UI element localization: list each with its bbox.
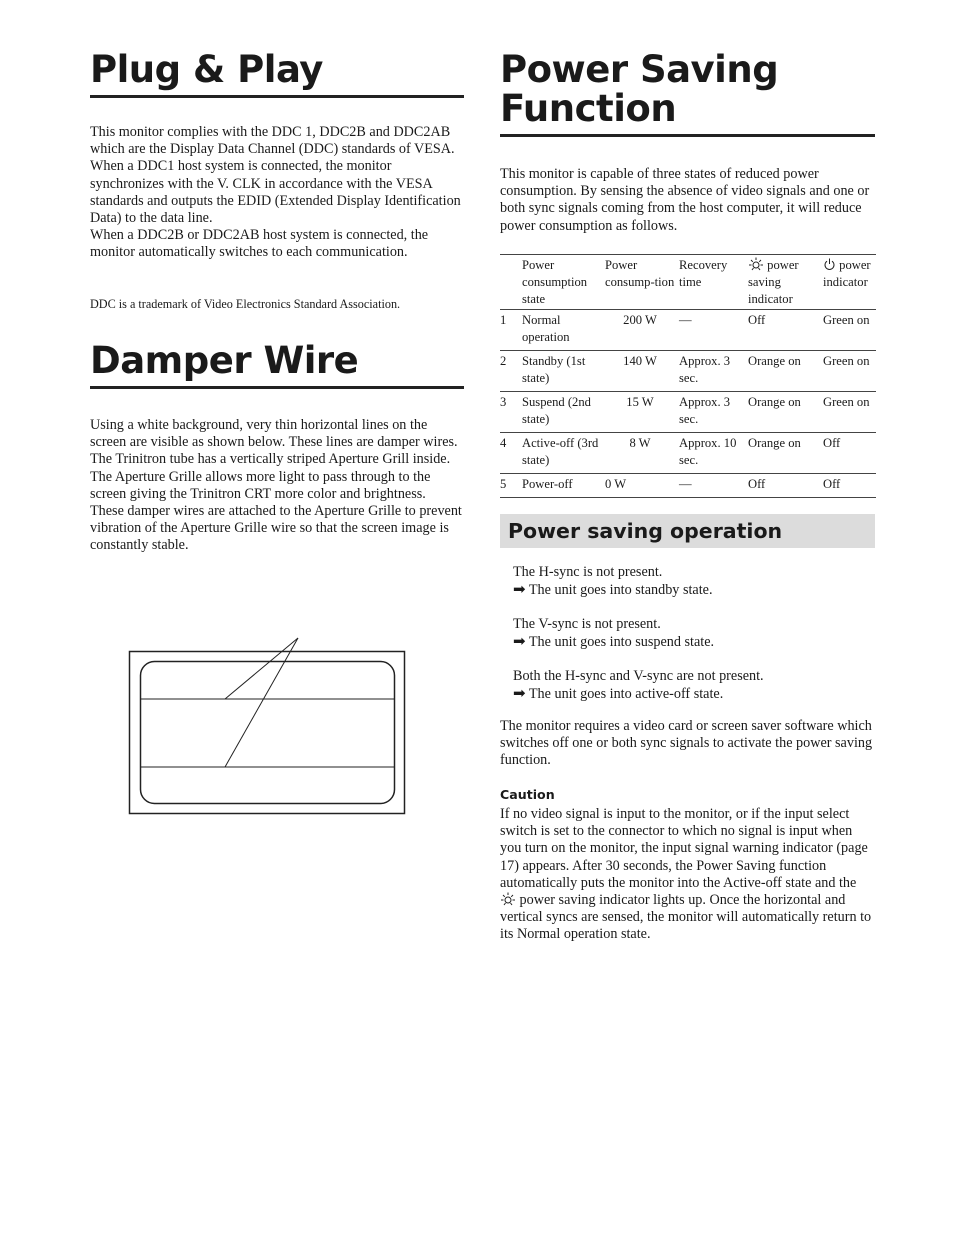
- power-saving-indicator-icon: [748, 257, 764, 271]
- table-row: [500, 392, 876, 433]
- row-consumption: 140 W: [623, 354, 657, 368]
- operation-item: [513, 616, 875, 668]
- row-consumption: 8 W: [629, 436, 651, 450]
- operation-result-line: [513, 633, 875, 651]
- damper-wire-title: Damper Wire: [90, 341, 464, 389]
- row-saving: Off: [748, 313, 766, 327]
- plug-play-paragraph: When a DDC1 host system is connected, the monitor synchronizes with the V. CLK in accordance with the VESA standards and outputs the EDID (Extended Display Identification Data) to the data line.: [90, 158, 461, 227]
- power-saving-indicator-icon: [500, 892, 516, 906]
- damper-paragraph: The Trinitron tube has a vertically striped Aperture Grill inside. The Aperture Grille allows more light to pass through to the screen giving the Trinitron CRT more color and brightness.: [90, 451, 451, 502]
- row-num: 1: [500, 313, 507, 327]
- damper-paragraph: Using a white background, very thin horizontal lines on the screen are visible as shown below. These lines are damper wires.: [90, 417, 458, 451]
- row-saving: Orange on: [748, 436, 801, 450]
- arrow-right-icon: ➡: [513, 580, 526, 599]
- row-num: 3: [500, 395, 507, 409]
- power-consumption-table: [500, 254, 876, 498]
- table-row: [500, 310, 876, 351]
- row-consumption: 0 W: [605, 477, 627, 491]
- monitor-outer-frame: [130, 652, 405, 814]
- title-line: Function: [500, 87, 677, 130]
- operation-item: [513, 668, 875, 720]
- operation-result-line: [513, 685, 875, 703]
- title-line: Power Saving: [500, 48, 779, 91]
- table-row: [500, 433, 876, 474]
- caution-text-part2: power saving indicator lights up. Once the horizontal and vertical syncs are sensed, the monitor will automatically return to its Normal operation state.: [500, 892, 872, 943]
- row-recovery: Approx. 3 sec.: [679, 354, 731, 385]
- row-power: Off: [823, 477, 841, 491]
- row-saving: Off: [748, 477, 766, 491]
- header-saving-indicator: [748, 255, 823, 310]
- row-recovery: —: [679, 313, 692, 327]
- caution-heading: Caution: [500, 787, 555, 802]
- requirement-text: The monitor requires a video card or screen saver software which switches off one or both sync signals to activate the power saving function.: [500, 718, 873, 769]
- row-power: Green on: [823, 313, 870, 327]
- power-indicator-icon: [823, 258, 836, 271]
- trademark-note: DDC is a trademark of Video Electronics Standard Association.: [90, 297, 401, 311]
- arrow-right-icon: ➡: [513, 684, 526, 703]
- power-saving-title-text: [500, 50, 875, 137]
- row-state: Suspend (2nd state): [522, 395, 591, 426]
- row-saving: Orange on: [748, 395, 801, 409]
- row-recovery: —: [679, 477, 692, 491]
- row-state: Active-off (3rd state): [522, 436, 599, 467]
- row-num: 5: [500, 477, 507, 491]
- header-power-indicator: [823, 255, 876, 310]
- row-num: 2: [500, 354, 507, 368]
- row-power: Green on: [823, 395, 870, 409]
- row-power: Off: [823, 436, 841, 450]
- operation-condition: The V-sync is not present.: [513, 616, 661, 632]
- caution-text: [500, 806, 875, 944]
- row-state: Normal operation: [522, 313, 570, 344]
- row-recovery: Approx. 10 sec.: [679, 436, 737, 467]
- operation-result: The unit goes into standby state.: [528, 582, 713, 599]
- header-num: [500, 255, 522, 310]
- plug-play-text: [90, 124, 464, 262]
- row-state: Power-off: [522, 477, 573, 491]
- row-consumption: 15 W: [626, 395, 654, 409]
- header-state: Power consumption state: [522, 258, 588, 306]
- header-power-indicator-label: power indicator: [823, 258, 871, 289]
- monitor-screen: [141, 662, 395, 804]
- row-num: 4: [500, 436, 507, 450]
- row-consumption: 200 W: [623, 313, 657, 327]
- arrow-right-icon: ➡: [513, 632, 526, 651]
- table-row: [500, 351, 876, 392]
- header-saving-indicator-label: power saving indicator: [748, 258, 799, 306]
- operation-result: The unit goes into active-off state.: [528, 686, 724, 703]
- operations-list: [513, 564, 875, 720]
- power-saving-title: [500, 50, 875, 137]
- callout-line: [225, 638, 298, 767]
- callout-line: [225, 638, 298, 699]
- operation-heading: Power saving operation: [508, 519, 783, 543]
- operation-item: [513, 564, 875, 616]
- row-state: Standby (1st state): [522, 354, 586, 385]
- plug-play-paragraph: When a DDC2B or DDC2AB host system is connected, the monitor automatically switches to each communication.: [90, 227, 429, 261]
- row-saving: Orange on: [748, 354, 801, 368]
- power-saving-intro: This monitor is capable of three states of reduced power consumption. By sensing the absence of video signals and one or both sync signals coming from the host computer, it will reduce power consumption as follows.: [500, 166, 870, 234]
- damper-paragraph: These damper wires are attached to the Aperture Grille to prevent vibration of the Aperture Grille wire so that the screen image is constantly stable.: [90, 503, 462, 554]
- table-header-row: [500, 255, 876, 310]
- plug-play-paragraph: This monitor complies with the DDC 1, DDC2B and DDC2AB which are the Display Data Channel (DDC) standards of VESA.: [90, 124, 455, 158]
- row-power: Green on: [823, 354, 870, 368]
- damper-wire-text: [90, 417, 464, 555]
- operation-condition: The H-sync is not present.: [513, 564, 663, 580]
- header-consumption: Power consump-tion: [605, 258, 675, 289]
- operation-result-line: [513, 581, 875, 599]
- operation-heading-band: [500, 514, 875, 548]
- header-recovery: Recovery time: [679, 258, 728, 289]
- caution-text-part1: If no video signal is input to the monitor, or if the input select switch is set to the connector to which no signal is input when you turn on the monitor, the input signal warning indicator (page 17) appears. After 30 seconds, the Power Saving function automatically puts the monitor into the Active-off state and the: [500, 806, 868, 891]
- row-recovery: Approx. 3 sec.: [679, 395, 731, 426]
- operation-result: The unit goes into suspend state.: [528, 634, 715, 651]
- table-row: [500, 474, 876, 498]
- damper-wire-diagram: [128, 633, 418, 823]
- plug-play-title: Plug & Play: [90, 50, 464, 98]
- operation-condition: Both the H-sync and V-sync are not present.: [513, 668, 764, 684]
